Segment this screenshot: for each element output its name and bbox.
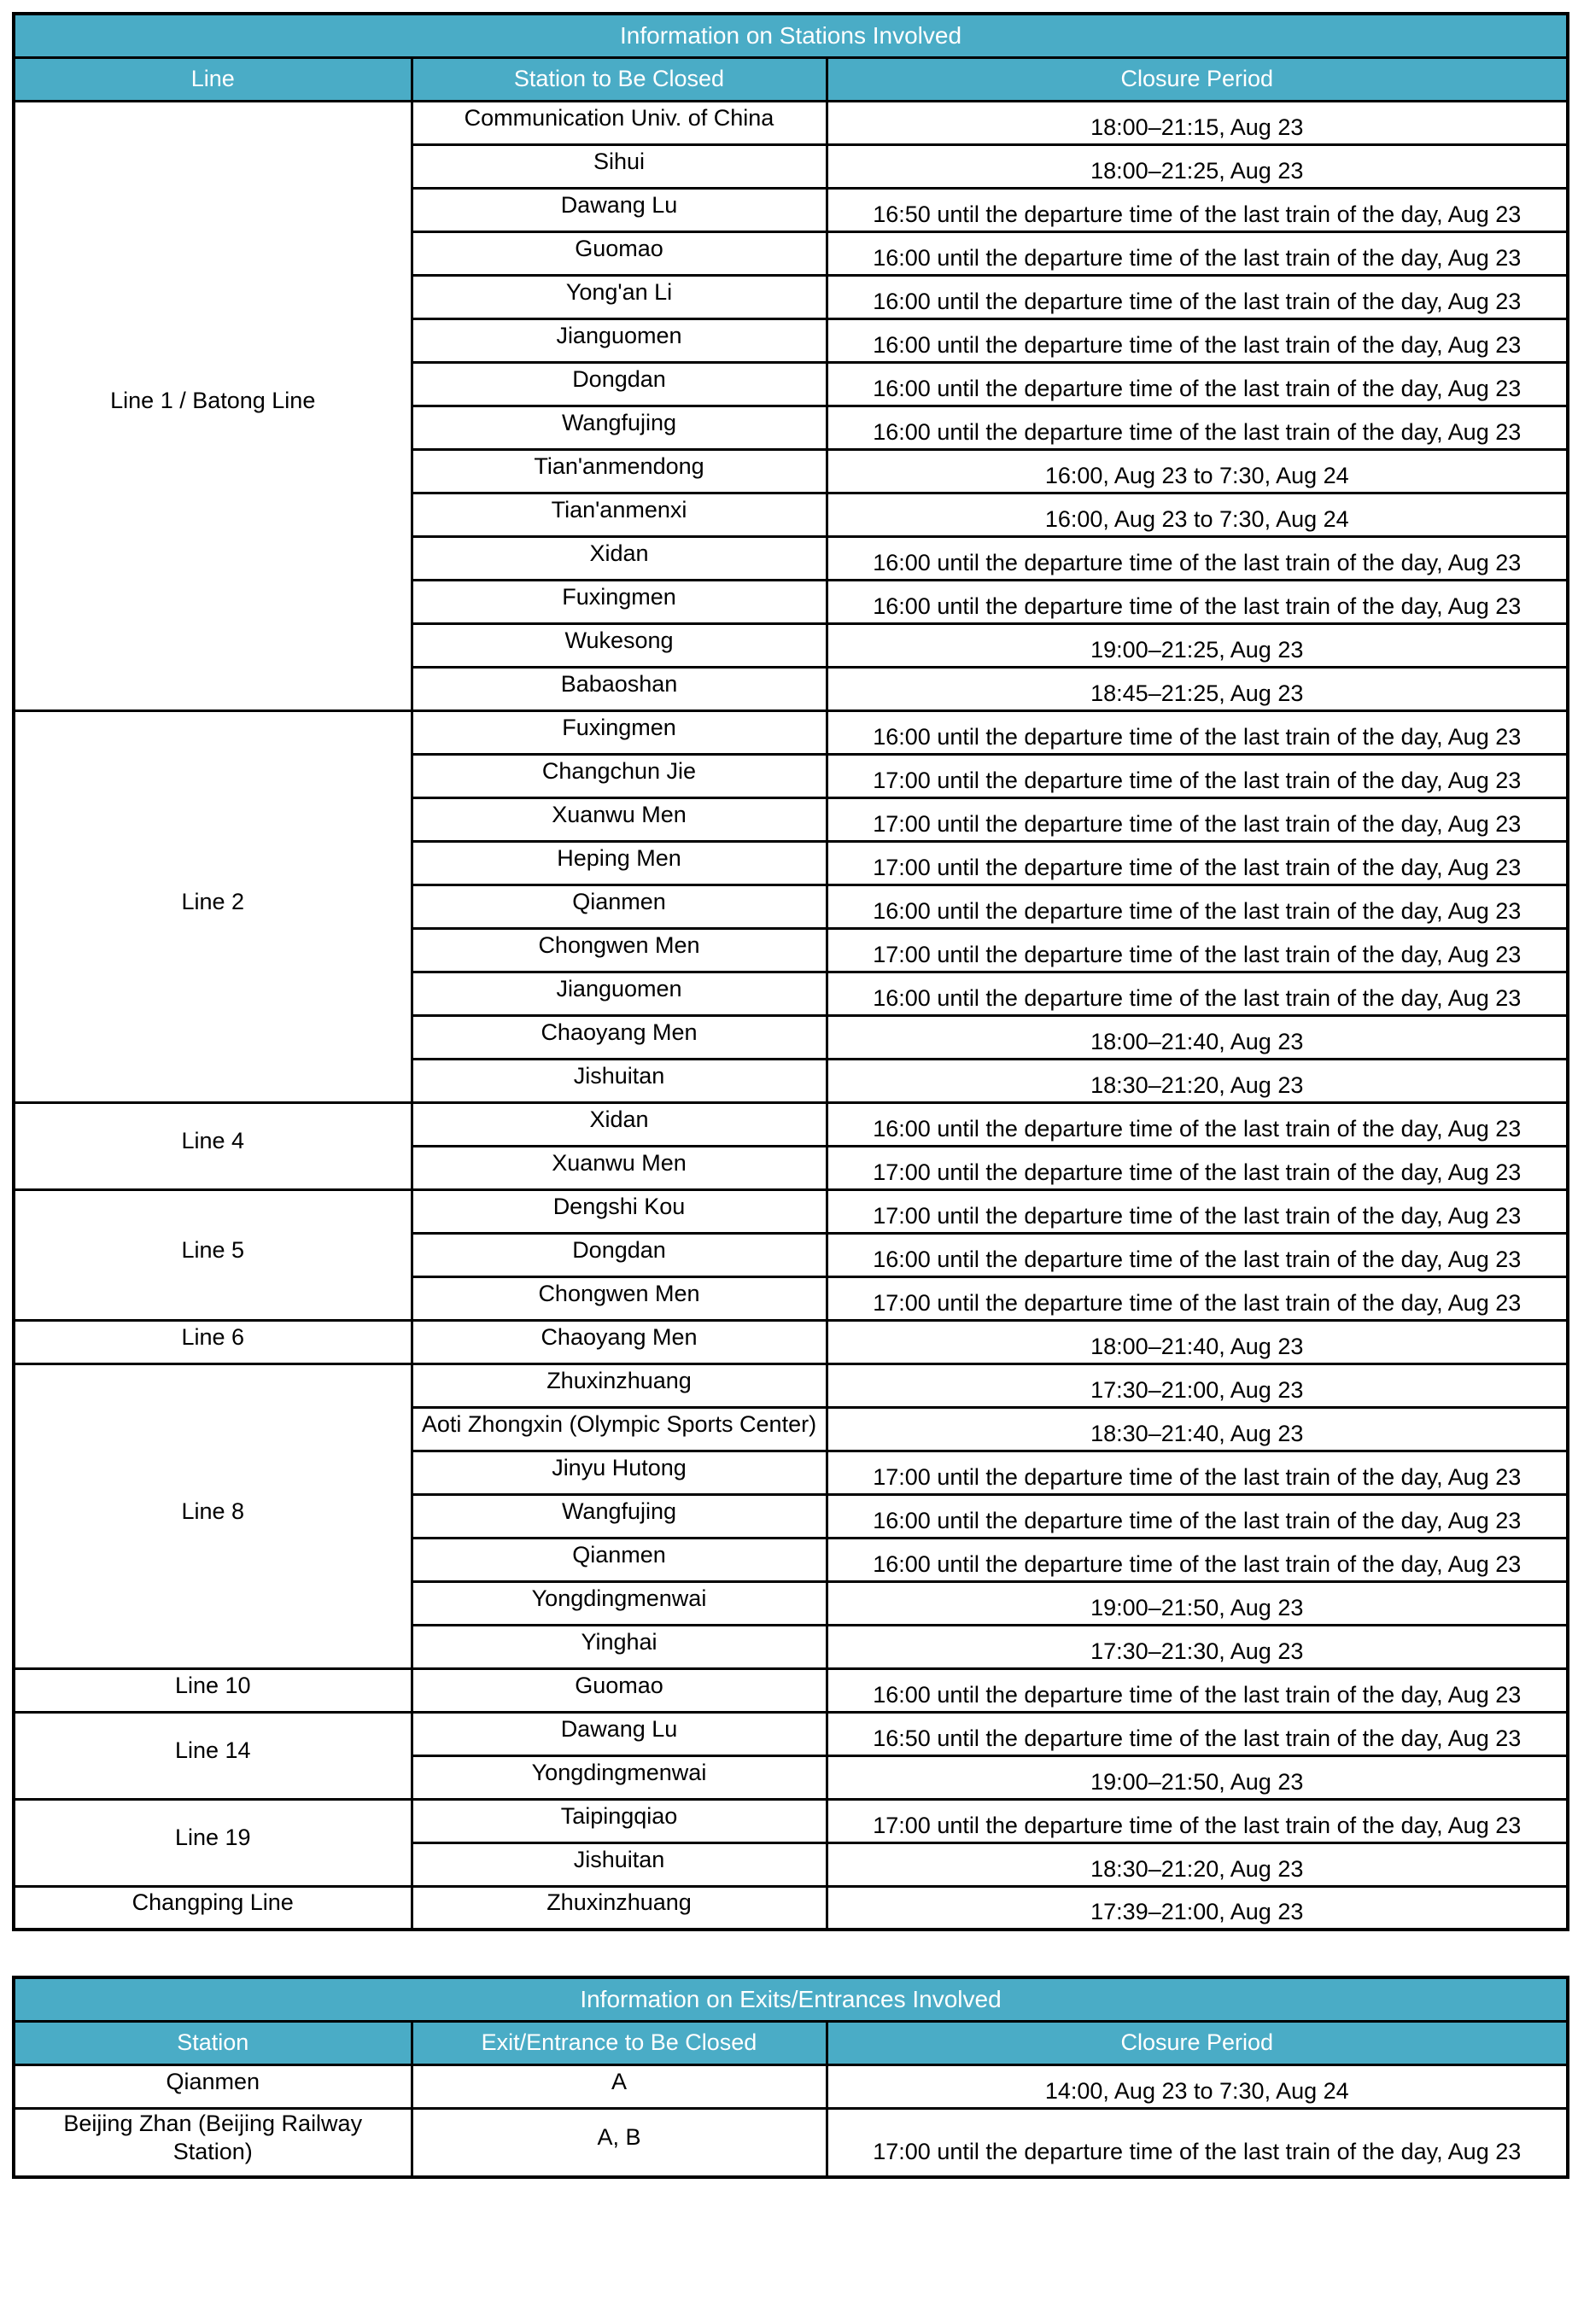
stations-table-body xyxy=(14,101,1568,1930)
station-cell: Guomao xyxy=(412,1668,827,1712)
station-cell: Yinghai xyxy=(412,1625,827,1668)
table-row xyxy=(14,1799,1568,1842)
table-row xyxy=(14,1712,1568,1755)
period-cell: 17:00 until the departure time of the last train of the day, Aug 23 xyxy=(827,1276,1568,1320)
station-cell: Wangfujing xyxy=(412,1494,827,1538)
station-cell: Qianmen xyxy=(412,1538,827,1581)
column-header-closure-period: Closure Period xyxy=(827,57,1568,101)
line-cell: Line 2 xyxy=(14,710,412,1102)
station-cell: Yong'an Li xyxy=(412,275,827,318)
period-cell: 16:00 until the departure time of the last train of the day, Aug 23 xyxy=(827,1102,1568,1146)
exits-table-title-row xyxy=(14,1977,1568,2021)
period-cell: 19:00–21:50, Aug 23 xyxy=(827,1755,1568,1799)
stations-table-title-row xyxy=(14,14,1568,57)
station-cell: Wukesong xyxy=(412,623,827,667)
period-cell: 16:00 until the departure time of the last train of the day, Aug 23 xyxy=(827,1538,1568,1581)
table-row xyxy=(14,710,1568,754)
line-cell: Line 1 / Batong Line xyxy=(14,101,412,710)
exits-table-title: Information on Exits/Entrances Involved xyxy=(14,1977,1568,2021)
station-cell: Dongdan xyxy=(412,1233,827,1276)
line-cell: Line 6 xyxy=(14,1320,412,1363)
station-cell: Dengshi Kou xyxy=(412,1189,827,1233)
period-cell: 18:45–21:25, Aug 23 xyxy=(827,667,1568,710)
column-header-line: Line xyxy=(14,57,412,101)
station-cell: Yongdingmenwai xyxy=(412,1581,827,1625)
period-cell: 18:00–21:40, Aug 23 xyxy=(827,1320,1568,1363)
period-cell: 19:00–21:25, Aug 23 xyxy=(827,623,1568,667)
period-cell: 19:00–21:50, Aug 23 xyxy=(827,1581,1568,1625)
period-cell: 16:00 until the departure time of the last train of the day, Aug 23 xyxy=(827,406,1568,449)
station-cell: Babaoshan xyxy=(412,667,827,710)
period-cell: 14:00, Aug 23 to 7:30, Aug 24 xyxy=(827,2064,1568,2108)
line-cell: Line 5 xyxy=(14,1189,412,1320)
line-cell: Changping Line xyxy=(14,1886,412,1930)
period-cell: 16:00, Aug 23 to 7:30, Aug 24 xyxy=(827,493,1568,536)
station-cell: Jinyu Hutong xyxy=(412,1451,827,1494)
station-cell: Chongwen Men xyxy=(412,928,827,972)
station-cell: Sihui xyxy=(412,144,827,188)
period-cell: 17:00 until the departure time of the last train of the day, Aug 23 xyxy=(827,1451,1568,1494)
period-cell: 16:50 until the departure time of the last train of the day, Aug 23 xyxy=(827,1712,1568,1755)
notice-page xyxy=(0,12,1578,2179)
period-cell: 17:30–21:00, Aug 23 xyxy=(827,1363,1568,1407)
station-cell: Qianmen xyxy=(412,885,827,928)
stations-table xyxy=(12,12,1569,1931)
station-cell: Chongwen Men xyxy=(412,1276,827,1320)
station-cell: Jishuitan xyxy=(412,1842,827,1886)
station-cell: Changchun Jie xyxy=(412,754,827,797)
period-cell: 18:00–21:15, Aug 23 xyxy=(827,101,1568,144)
stations-table-title: Information on Stations Involved xyxy=(14,14,1568,57)
table-row xyxy=(14,1102,1568,1146)
stations-table-header-row xyxy=(14,57,1568,101)
period-cell: 17:39–21:00, Aug 23 xyxy=(827,1886,1568,1930)
station-cell: Communication Univ. of China xyxy=(412,101,827,144)
line-cell: Line 4 xyxy=(14,1102,412,1189)
table-row xyxy=(14,1668,1568,1712)
column-header-exit-entrance: Exit/Entrance to Be Closed xyxy=(412,2021,827,2064)
period-cell: 18:30–21:40, Aug 23 xyxy=(827,1407,1568,1451)
line-cell: Line 10 xyxy=(14,1668,412,1712)
exits-table-body xyxy=(14,2064,1568,2177)
period-cell: 16:00 until the departure time of the last train of the day, Aug 23 xyxy=(827,1668,1568,1712)
period-cell: 16:00 until the departure time of the last train of the day, Aug 23 xyxy=(827,972,1568,1015)
table-row xyxy=(14,101,1568,144)
station-cell: Taipingqiao xyxy=(412,1799,827,1842)
period-cell: 17:00 until the departure time of the last train of the day, Aug 23 xyxy=(827,797,1568,841)
station-cell: Xidan xyxy=(412,536,827,580)
station-cell: Zhuxinzhuang xyxy=(412,1886,827,1930)
line-cell: Line 14 xyxy=(14,1712,412,1799)
table-row xyxy=(14,2064,1568,2108)
line-cell: Line 8 xyxy=(14,1363,412,1668)
station-cell: Jianguomen xyxy=(412,972,827,1015)
station-cell: Fuxingmen xyxy=(412,580,827,623)
period-cell: 16:00 until the departure time of the last train of the day, Aug 23 xyxy=(827,536,1568,580)
station-cell: Xuanwu Men xyxy=(412,1146,827,1189)
station-cell: Chaoyang Men xyxy=(412,1015,827,1059)
period-cell: 16:00 until the departure time of the last train of the day, Aug 23 xyxy=(827,1494,1568,1538)
period-cell: 16:00 until the departure time of the last train of the day, Aug 23 xyxy=(827,580,1568,623)
period-cell: 16:00 until the departure time of the last train of the day, Aug 23 xyxy=(827,1233,1568,1276)
station-cell: Jishuitan xyxy=(412,1059,827,1102)
station-cell: Heping Men xyxy=(412,841,827,885)
station-cell: Wangfujing xyxy=(412,406,827,449)
period-cell: 17:00 until the departure time of the last train of the day, Aug 23 xyxy=(827,841,1568,885)
exit-cell: A xyxy=(412,2064,827,2108)
column-header-station: Station xyxy=(14,2021,412,2064)
period-cell: 17:00 until the departure time of the last train of the day, Aug 23 xyxy=(827,1146,1568,1189)
table-row xyxy=(14,1189,1568,1233)
line-cell: Line 19 xyxy=(14,1799,412,1886)
period-cell: 17:00 until the departure time of the last train of the day, Aug 23 xyxy=(827,1799,1568,1842)
period-cell: 17:00 until the departure time of the last train of the day, Aug 23 xyxy=(827,754,1568,797)
station-cell: Dawang Lu xyxy=(412,188,827,231)
period-cell: 18:30–21:20, Aug 23 xyxy=(827,1842,1568,1886)
station-cell: Yongdingmenwai xyxy=(412,1755,827,1799)
station-cell: Beijing Zhan (Beijing Railway Station) xyxy=(14,2108,412,2177)
period-cell: 18:30–21:20, Aug 23 xyxy=(827,1059,1568,1102)
station-cell: Jianguomen xyxy=(412,318,827,362)
station-cell: Chaoyang Men xyxy=(412,1320,827,1363)
period-cell: 17:00 until the departure time of the last train of the day, Aug 23 xyxy=(827,2108,1568,2177)
period-cell: 17:30–21:30, Aug 23 xyxy=(827,1625,1568,1668)
station-cell: Dongdan xyxy=(412,362,827,406)
period-cell: 16:00 until the departure time of the last train of the day, Aug 23 xyxy=(827,231,1568,275)
period-cell: 17:00 until the departure time of the last train of the day, Aug 23 xyxy=(827,1189,1568,1233)
table-row xyxy=(14,1363,1568,1407)
station-cell: Fuxingmen xyxy=(412,710,827,754)
station-cell: Guomao xyxy=(412,231,827,275)
period-cell: 16:00 until the departure time of the last train of the day, Aug 23 xyxy=(827,885,1568,928)
column-header-closure-period-2: Closure Period xyxy=(827,2021,1568,2064)
table-row xyxy=(14,2108,1568,2177)
period-cell: 16:00, Aug 23 to 7:30, Aug 24 xyxy=(827,449,1568,493)
column-header-station-to-be-closed: Station to Be Closed xyxy=(412,57,827,101)
station-cell: Aoti Zhongxin (Olympic Sports Center) xyxy=(412,1407,827,1451)
station-cell: Zhuxinzhuang xyxy=(412,1363,827,1407)
station-cell: Dawang Lu xyxy=(412,1712,827,1755)
period-cell: 18:00–21:40, Aug 23 xyxy=(827,1015,1568,1059)
table-row xyxy=(14,1886,1568,1930)
station-cell: Tian'anmenxi xyxy=(412,493,827,536)
exits-table-header-row xyxy=(14,2021,1568,2064)
period-cell: 16:00 until the departure time of the last train of the day, Aug 23 xyxy=(827,318,1568,362)
period-cell: 16:00 until the departure time of the last train of the day, Aug 23 xyxy=(827,710,1568,754)
station-cell: Xidan xyxy=(412,1102,827,1146)
station-cell: Qianmen xyxy=(14,2064,412,2108)
period-cell: 17:00 until the departure time of the last train of the day, Aug 23 xyxy=(827,928,1568,972)
period-cell: 18:00–21:25, Aug 23 xyxy=(827,144,1568,188)
table-row xyxy=(14,1320,1568,1363)
station-cell: Xuanwu Men xyxy=(412,797,827,841)
exit-cell: A, B xyxy=(412,2108,827,2177)
exits-table xyxy=(12,1976,1569,2179)
period-cell: 16:00 until the departure time of the last train of the day, Aug 23 xyxy=(827,275,1568,318)
period-cell: 16:50 until the departure time of the last train of the day, Aug 23 xyxy=(827,188,1568,231)
period-cell: 16:00 until the departure time of the last train of the day, Aug 23 xyxy=(827,362,1568,406)
station-cell: Tian'anmendong xyxy=(412,449,827,493)
